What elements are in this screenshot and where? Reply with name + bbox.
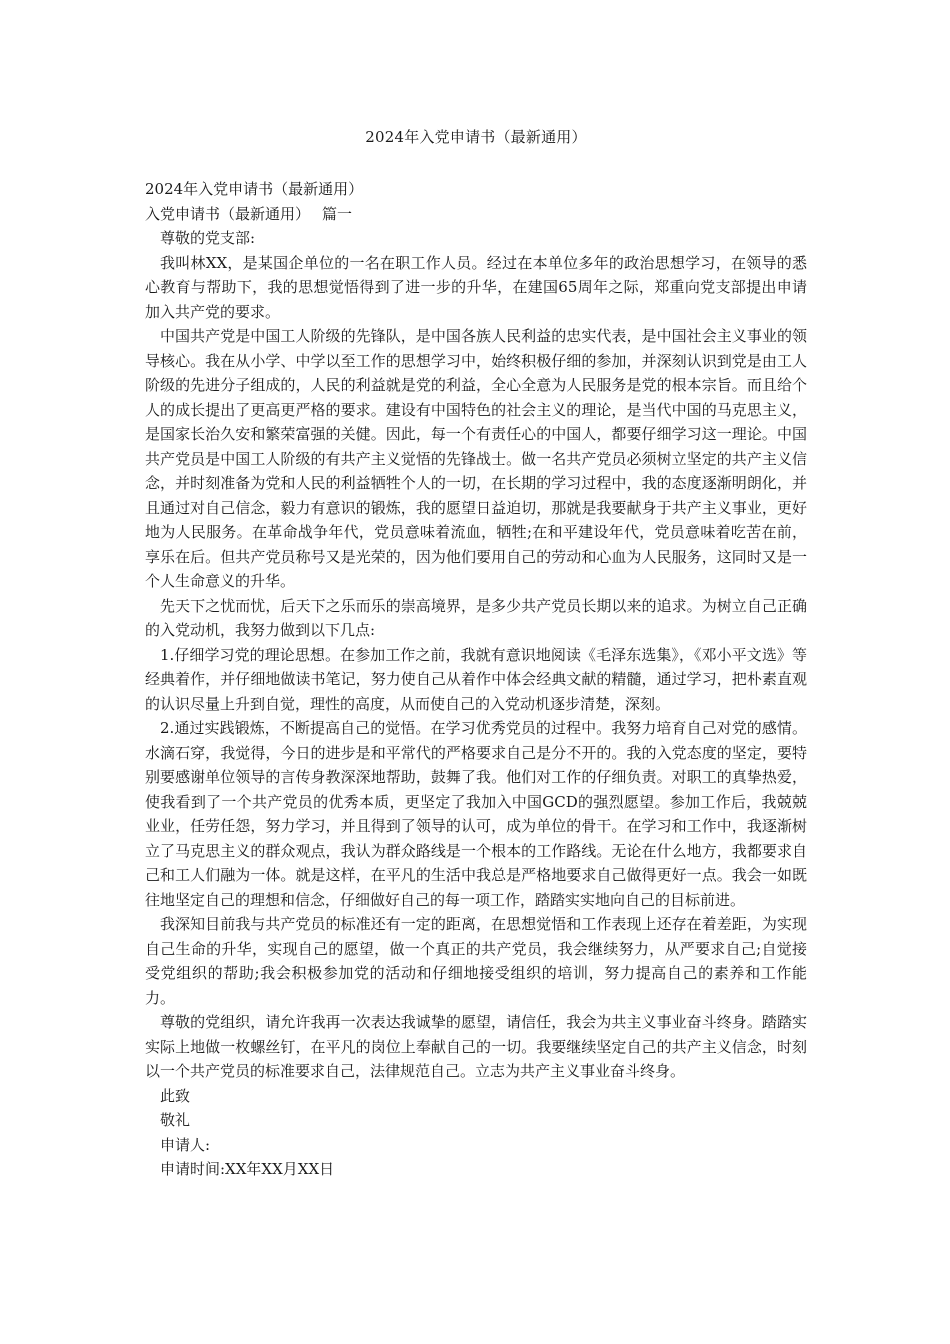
document-title: 2024年入党申请书（最新通用）: [365, 128, 587, 146]
section-marker: 篇一: [322, 204, 353, 223]
paragraph-intro: 我叫林XX，是某国企单位的一名在职工作人员。经过在本单位多年的政治思想学习，在领导的悉心教育与帮助下，我的思想觉悟得到了进一步的升华，在建国65周年之际，郑重向党支部提出申请加入共产党的要求。: [145, 253, 807, 321]
paragraph-point-1: 1.仔细学习党的理论思想。在参加工作之前，我就有意识地阅读《毛泽东选集》，《邓小平文选》等经典着作，并仔细地做读书笔记，努力使自己从着作中体会经典文献的精髓，通过学习，把朴素直观的认识尽量上升到自觉，理性的高度，从而使自己的入党动机逐步清楚，深刻。: [145, 645, 807, 713]
closing-salute: 敬礼: [160, 1111, 191, 1129]
closing-greeting: 此致: [160, 1086, 191, 1105]
section-heading: [145, 202, 807, 227]
document-body: [145, 177, 807, 1182]
paragraph-self-assessment: 我深知目前我与共产党员的标准还有一定的距离，在思想觉悟和工作表现上还存在着差距，为实现自己生命的升华，实现自己的愿望，做一个真正的共产党员，我会继续努力，从严要求自己;自觉接受党组织的帮助;我会积极参加党的活动和仔细地接受组织的培训，努力提高自己的素养和工作能力。: [145, 915, 807, 1007]
date-line: 申请时间:XX年XX月XX日: [160, 1160, 335, 1178]
section-title: 入党申请书（最新通用）: [145, 204, 311, 223]
paragraph-party-nature: 中国共产党是中国工人阶级的先锋队，是中国各族人民利益的忠实代表，是中国社会主义事业的领导核心。我在从小学、中学以至工作的思想学习中，始终积极仔细的参加，并深刻认识到党是由工人阶级的先进分子组成的，人民的利益就是党的利益，全心全意为人民服务是党的根本宗旨。而且给个人的成长提出了更高更严格的要求。建设有中国特色的社会主义的理论，是当代中国的马克思主义，是国家长治久安和繁荣富强的关健。因此，每一个有责任心的中国人，都要仔细学习这一理论。中国共产党员是中国工人阶级的有共产主义觉悟的先锋战士。做一名共产党员必须树立坚定的共产主义信念，并时刻准备为党和人民的利益牺牲个人的一切，在长期的学习过程中，我的态度逐渐明朗化，并且通过对自己信念，毅力有意识的锻炼，我的愿望日益迫切，那就是我要献身于共产主义事业，更好地为人民服务。在革命战争年代，党员意味着流血，牺牲;在和平建设年代，党员意味着吃苦在前，享乐在后。但共产党员称号又是光荣的，因为他们要用自己的劳动和心血为人民服务，这同时又是一个人生命意义的升华。: [145, 327, 807, 590]
salutation: 尊敬的党支部:: [160, 229, 256, 247]
paragraph-pledge: 尊敬的党组织，请允许我再一次表达我诚挚的愿望，请信任，我会为共主义事业奋斗终身。踏踏实实际上地做一枚螺丝钉，在平凡的岗位上奉献自己的一切。我要继续坚定自己的共产主义信念，时刻以一个共产党员的标准要求自己，法律规范自己。立志为共产主义事业奋斗终身。: [145, 1013, 807, 1080]
paragraph-point-2: 2.通过实践锻炼，不断提高自己的觉悟。在学习优秀党员的过程中。我努力培育自己对党的感情。水滴石穿，我觉得，今日的进步是和平常代的严格要求自己是分不开的。我的入党态度的坚定，要特别要感谢单位领导的言传身教深深地帮助，鼓舞了我。他们对工作的仔细负责。对职工的真挚热爱，使我看到了一个共产党员的优秀本质，更坚定了我加入中国GCD的强烈愿望。参加工作后，我兢兢业业，任劳任怨，努力学习，并且得到了领导的认可，成为单位的骨干。在学习和工作中，我逐渐树立了马克思主义的群众观点，我认为群众路线是一个根本的工作路线。无论在什么地方，我都要求自己和工人们融为一体。就是这样，在平凡的生活中我总是严格地要求自己做得更好一点。我会一如既往地坚定自己的理想和信念，仔细做好自己的每一项工作，踏踏实实地向自己的目标前进。: [145, 719, 807, 909]
paragraph-motivation: 先天下之忧而忧，后天下之乐而乐的崇高境界，是多少共产党员长期以来的追求。为树立自己正确的入党动机，我努力做到以下几点:: [145, 596, 807, 639]
document-subtitle: 2024年入党申请书（最新通用）: [145, 180, 364, 198]
applicant-line: 申请人:: [160, 1135, 211, 1154]
